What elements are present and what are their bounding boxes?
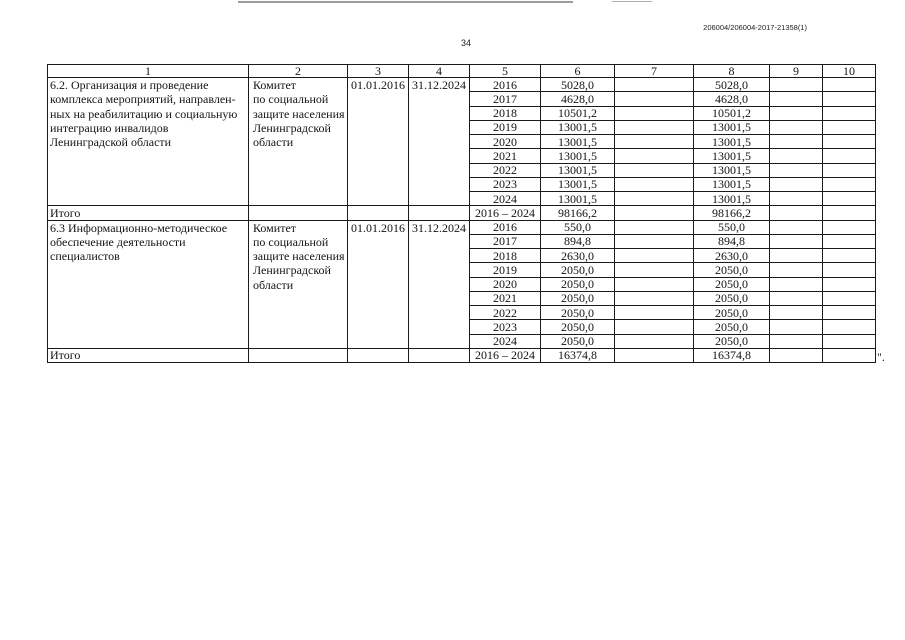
- amount-col8-cell: 2050,0: [694, 263, 770, 277]
- year-cell: 2017: [470, 234, 541, 248]
- activity-name-line: ных на реабилитацию и социальную: [50, 106, 238, 121]
- empty-cell: [823, 334, 876, 348]
- empty-cell: [823, 206, 876, 220]
- total-col8-cell: 16374,8: [694, 348, 770, 362]
- empty-cell: [823, 249, 876, 263]
- amount-col6-cell: 550,0: [541, 220, 615, 234]
- year-cell: 2019: [470, 120, 541, 134]
- amount-col8-cell: 2050,0: [694, 306, 770, 320]
- empty-cell: [348, 206, 409, 220]
- amount-col6-cell: 2050,0: [541, 306, 615, 320]
- empty-cell: [823, 348, 876, 362]
- empty-cell: [823, 163, 876, 177]
- empty-cell: [615, 120, 694, 134]
- amount-col8-cell: 13001,5: [694, 163, 770, 177]
- year-cell: 2016: [470, 78, 541, 92]
- header-cell: 1: [48, 65, 249, 78]
- amount-col8-cell: 2050,0: [694, 291, 770, 305]
- activity-name-line: специалистов: [50, 249, 120, 263]
- year-cell: 2024: [470, 334, 541, 348]
- executor-line: защите населения: [253, 249, 345, 263]
- amount-col8-cell: 894,8: [694, 234, 770, 248]
- year-cell: 2016: [470, 220, 541, 234]
- empty-cell: [615, 220, 694, 234]
- empty-cell: [823, 306, 876, 320]
- empty-cell: [615, 92, 694, 106]
- empty-cell: [770, 320, 823, 334]
- header-cell: 10: [823, 65, 876, 78]
- empty-cell: [823, 263, 876, 277]
- empty-cell: [615, 192, 694, 206]
- empty-cell: [409, 206, 470, 220]
- year-cell: 2019: [470, 263, 541, 277]
- empty-cell: [615, 206, 694, 220]
- page-number: 34: [461, 38, 472, 48]
- total-col6-cell: 98166,2: [541, 206, 615, 220]
- empty-cell: [409, 348, 470, 362]
- executor-line: Ленинградской: [253, 120, 331, 135]
- amount-col6-cell: 5028,0: [541, 78, 615, 92]
- total-label: Итого: [48, 206, 249, 220]
- empty-cell: [770, 234, 823, 248]
- empty-cell: [770, 306, 823, 320]
- empty-cell: [770, 106, 823, 120]
- empty-cell: [615, 263, 694, 277]
- empty-cell: [823, 291, 876, 305]
- header-cell: 7: [615, 65, 694, 78]
- amount-col8-cell: 10501,2: [694, 106, 770, 120]
- empty-cell: [770, 120, 823, 134]
- empty-cell: [823, 192, 876, 206]
- year-cell: 2020: [470, 135, 541, 149]
- start-date-cell: 01.01.2016: [348, 78, 409, 206]
- empty-cell: [348, 348, 409, 362]
- empty-cell: [770, 177, 823, 191]
- year-cell: 2018: [470, 106, 541, 120]
- executor-line: области: [253, 135, 294, 149]
- activity-name-cell: [48, 220, 249, 348]
- activity-name-line: Ленинградской области: [50, 135, 172, 149]
- header-cell: 6: [541, 65, 615, 78]
- empty-cell: [770, 334, 823, 348]
- empty-cell: [823, 135, 876, 149]
- total-period-cell: 2016 – 2024: [470, 206, 541, 220]
- amount-col6-cell: 10501,2: [541, 106, 615, 120]
- header-cell: 2: [249, 65, 348, 78]
- empty-cell: [615, 320, 694, 334]
- executor-line: по социальной: [253, 234, 329, 249]
- activity-name-line: 6.2. Организация и проведение: [50, 78, 209, 92]
- header-cell: 9: [770, 65, 823, 78]
- header-cell: 8: [694, 65, 770, 78]
- start-date-cell: 01.01.2016: [348, 220, 409, 348]
- program-table: [47, 64, 876, 363]
- empty-cell: [823, 92, 876, 106]
- total-col8-cell: 98166,2: [694, 206, 770, 220]
- empty-cell: [823, 120, 876, 134]
- empty-cell: [823, 149, 876, 163]
- empty-cell: [249, 206, 348, 220]
- empty-cell: [615, 135, 694, 149]
- empty-cell: [770, 163, 823, 177]
- empty-cell: [615, 163, 694, 177]
- executor-line: Комитет: [253, 220, 297, 235]
- year-cell: 2023: [470, 320, 541, 334]
- year-cell: 2023: [470, 177, 541, 191]
- executor-line: Ленинградской: [253, 263, 331, 278]
- amount-col6-cell: 13001,5: [541, 163, 615, 177]
- executor-line: защите населения: [253, 106, 345, 121]
- header-cell: 4: [409, 65, 470, 78]
- executor-line: по социальной: [253, 92, 329, 107]
- executor-cell: [249, 78, 348, 206]
- empty-cell: [770, 92, 823, 106]
- empty-cell: [770, 192, 823, 206]
- total-col6-cell: 16374,8: [541, 348, 615, 362]
- year-cell: 2020: [470, 277, 541, 291]
- amount-col8-cell: 13001,5: [694, 177, 770, 191]
- year-cell: 2017: [470, 92, 541, 106]
- table-row: [48, 220, 876, 234]
- empty-cell: [615, 106, 694, 120]
- empty-cell: [823, 78, 876, 92]
- amount-col6-cell: 2050,0: [541, 320, 615, 334]
- activity-name-line: интеграцию инвалидов: [50, 120, 169, 135]
- closing-quote-mark: ".: [877, 350, 885, 364]
- activity-name-line: комплекса мероприятий, направлен-: [50, 92, 236, 107]
- table-row: [48, 78, 876, 92]
- amount-col8-cell: 2050,0: [694, 334, 770, 348]
- header-cell: 5: [470, 65, 541, 78]
- executor-line: области: [253, 277, 294, 292]
- empty-cell: [770, 291, 823, 305]
- year-cell: 2024: [470, 192, 541, 206]
- empty-cell: [615, 306, 694, 320]
- year-cell: 2018: [470, 249, 541, 263]
- total-label: Итого: [48, 348, 249, 362]
- empty-cell: [823, 106, 876, 120]
- empty-cell: [615, 291, 694, 305]
- document-id: 206004/206004-2017-21358(1): [703, 23, 807, 32]
- amount-col6-cell: 894,8: [541, 234, 615, 248]
- empty-cell: [770, 78, 823, 92]
- empty-cell: [823, 277, 876, 291]
- amount-col8-cell: 550,0: [694, 220, 770, 234]
- empty-cell: [770, 249, 823, 263]
- empty-cell: [615, 177, 694, 191]
- amount-col8-cell: 13001,5: [694, 120, 770, 134]
- amount-col6-cell: 13001,5: [541, 135, 615, 149]
- empty-cell: [823, 320, 876, 334]
- end-date-cell: 31.12.2024: [409, 78, 470, 206]
- empty-cell: [770, 277, 823, 291]
- empty-cell: [615, 149, 694, 163]
- amount-col8-cell: 13001,5: [694, 192, 770, 206]
- year-cell: 2021: [470, 149, 541, 163]
- scan-edge-line: [238, 1, 573, 3]
- year-cell: 2022: [470, 163, 541, 177]
- empty-cell: [770, 263, 823, 277]
- amount-col6-cell: 2050,0: [541, 263, 615, 277]
- activity-name-cell: [48, 78, 249, 206]
- amount-col6-cell: 2050,0: [541, 291, 615, 305]
- amount-col8-cell: 5028,0: [694, 78, 770, 92]
- empty-cell: [615, 234, 694, 248]
- empty-cell: [770, 149, 823, 163]
- empty-cell: [770, 348, 823, 362]
- year-cell: 2022: [470, 306, 541, 320]
- empty-cell: [823, 234, 876, 248]
- header-row: [48, 65, 876, 78]
- empty-cell: [770, 206, 823, 220]
- amount-col8-cell: 13001,5: [694, 135, 770, 149]
- end-date-cell: 31.12.2024: [409, 220, 470, 348]
- total-row: [48, 348, 876, 362]
- empty-cell: [615, 334, 694, 348]
- header-cell: 3: [348, 65, 409, 78]
- amount-col6-cell: 13001,5: [541, 149, 615, 163]
- empty-cell: [615, 249, 694, 263]
- amount-col8-cell: 2050,0: [694, 277, 770, 291]
- amount-col8-cell: 4628,0: [694, 92, 770, 106]
- amount-col6-cell: 2050,0: [541, 277, 615, 291]
- amount-col8-cell: 2050,0: [694, 320, 770, 334]
- total-period-cell: 2016 – 2024: [470, 348, 541, 362]
- amount-col6-cell: 13001,5: [541, 177, 615, 191]
- year-cell: 2021: [470, 291, 541, 305]
- amount-col8-cell: 2630,0: [694, 249, 770, 263]
- empty-cell: [770, 135, 823, 149]
- empty-cell: [615, 277, 694, 291]
- amount-col6-cell: 4628,0: [541, 92, 615, 106]
- empty-cell: [823, 177, 876, 191]
- empty-cell: [615, 348, 694, 362]
- executor-cell: [249, 220, 348, 348]
- empty-cell: [770, 220, 823, 234]
- amount-col6-cell: 2050,0: [541, 334, 615, 348]
- empty-cell: [823, 220, 876, 234]
- amount-col8-cell: 13001,5: [694, 149, 770, 163]
- empty-cell: [615, 78, 694, 92]
- activity-name-line: 6.3 Информационно-методическое: [50, 220, 228, 235]
- empty-cell: [249, 348, 348, 362]
- activity-name-line: обеспечение деятельности: [50, 234, 186, 249]
- amount-col6-cell: 13001,5: [541, 192, 615, 206]
- amount-col6-cell: 2630,0: [541, 249, 615, 263]
- executor-line: Комитет: [253, 78, 297, 92]
- scan-edge-line: [612, 1, 652, 2]
- total-row: [48, 206, 876, 220]
- amount-col6-cell: 13001,5: [541, 120, 615, 134]
